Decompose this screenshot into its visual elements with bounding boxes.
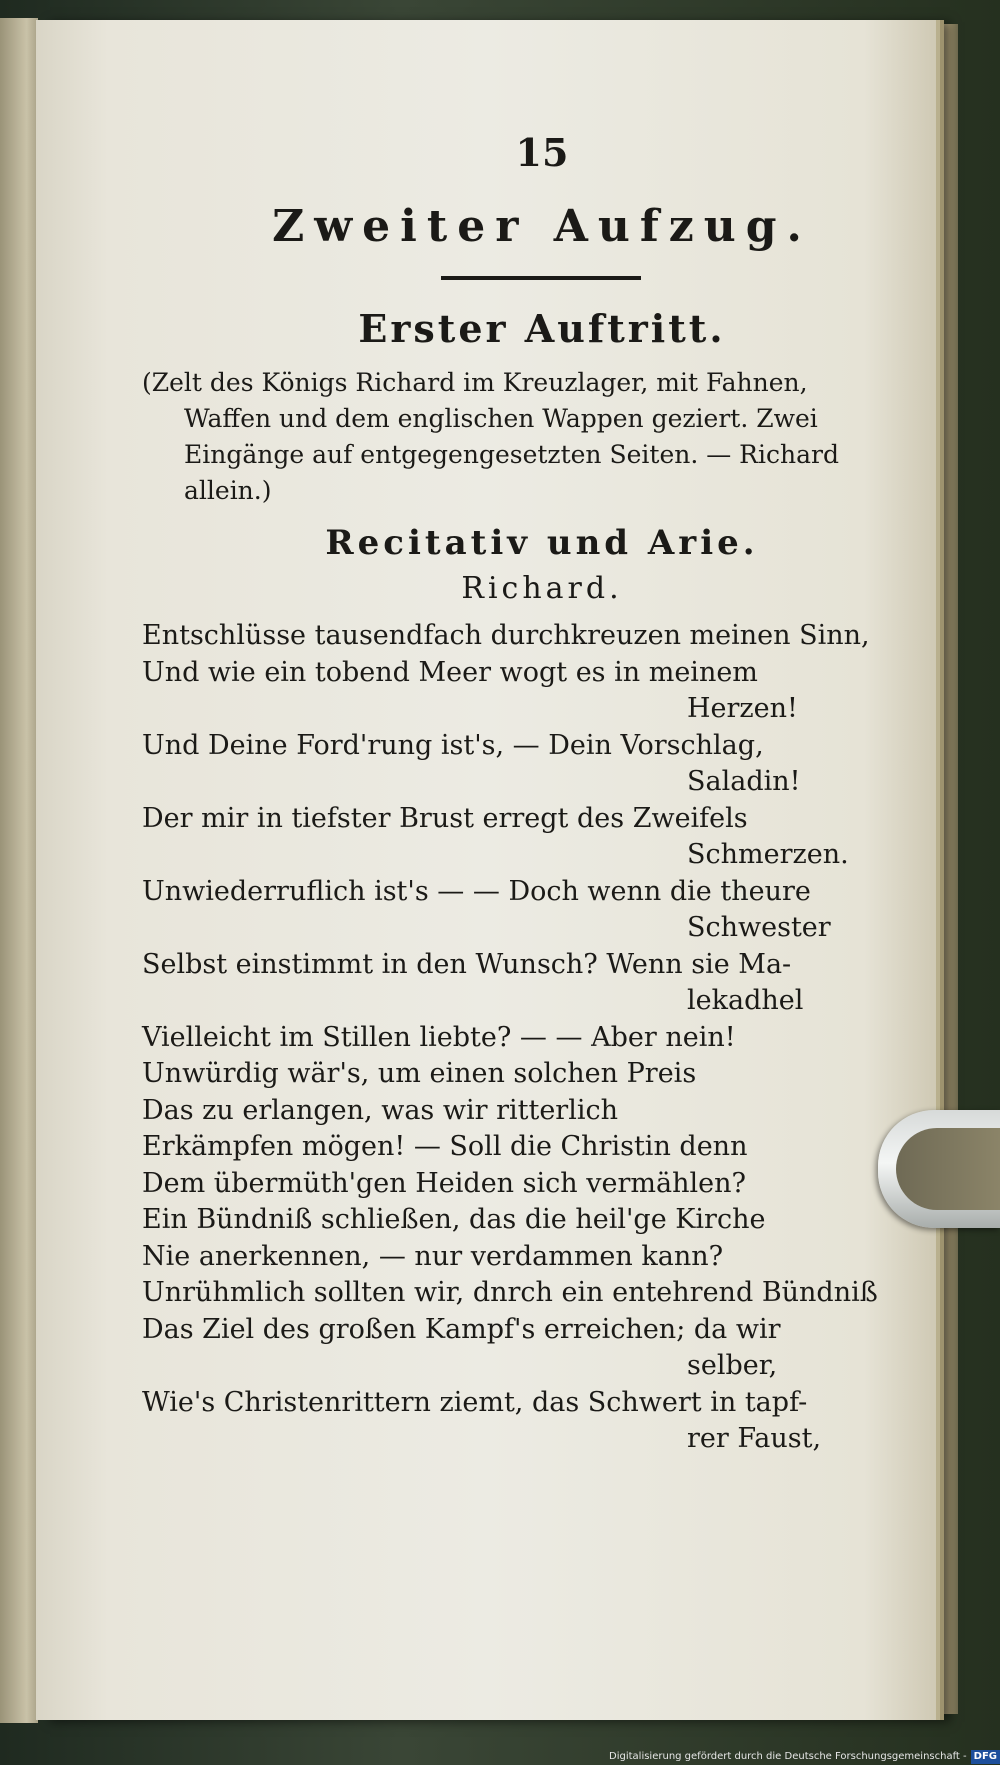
stage-direction-line: Eingänge auf entgegengesetzten Seiten. — Richard (184, 440, 839, 469)
stage-direction (142, 365, 912, 509)
dfg-logo: DFG (971, 1750, 1000, 1764)
verse-line: Selbst einstimmt in den Wunsch? Wenn sie Ma- (142, 948, 792, 980)
verse-line: Der mir in tiefster Brust erregt des Zweifels (142, 802, 748, 834)
page-text (142, 130, 912, 1458)
verse-line: Nie anerkennen, — nur verdammen kann? (142, 1240, 724, 1272)
verse-continuation: Schwester (687, 912, 831, 943)
page-clip (878, 1110, 1000, 1228)
book-page (36, 20, 936, 1720)
verse-line: Wie's Christenrittern ziemt, das Schwert in tapf- (142, 1386, 808, 1418)
verse-continuation: Saladin! (687, 766, 801, 797)
verse-line: Dem übermüth'gen Heiden sich vermählen? (142, 1167, 746, 1199)
verse-continuation: rer Faust, (687, 1423, 822, 1454)
stage-direction-line: Waffen und dem englischen Wappen geziert. Zwei (184, 404, 818, 433)
scene-title: Erster Auftritt. (358, 306, 726, 351)
verse-line: Das Ziel des großen Kampf's erreichen; da wir (142, 1313, 781, 1345)
footer-text: Digitalisierung gefördert durch die Deutsche Forschungsgemeinschaft - (609, 1751, 967, 1762)
verse-line: Erkämpfen mögen! — Soll die Christin denn (142, 1131, 748, 1162)
verse-line: Und Deine Ford'rung ist's, — Dein Vorschlag, (142, 729, 764, 761)
stage-direction-line: (Zelt des Königs Richard im Kreuzlager, mit Fahnen, (142, 368, 808, 397)
verse-line: Unrühmlich sollten wir, dnrch ein entehrend Bündniß (142, 1277, 878, 1308)
speaker-name: Richard. (461, 571, 623, 606)
act-title: Zweiter Aufzug. (272, 201, 812, 252)
verse-line: Das zu erlangen, was wir ritterlich (142, 1094, 618, 1126)
title-rule (441, 276, 641, 280)
verse-block (142, 618, 912, 1458)
verse-line: Unwiederruflich ist's — — Doch wenn die theure (142, 875, 811, 907)
book-page-stack (936, 24, 958, 1714)
page-clip-inner (896, 1128, 1000, 1210)
verse-line: Und wie ein tobend Meer wogt es in meinem (142, 656, 758, 688)
facing-page-edge (0, 18, 38, 1723)
verse-line: Entschlüsse tausendfach durchkreuzen meinen Sinn, (142, 620, 870, 651)
stage-direction-line: allein.) (184, 476, 272, 505)
verse-continuation: Herzen! (687, 693, 798, 724)
verse-continuation: Schmerzen. (687, 839, 849, 870)
page-number: 15 (515, 130, 569, 175)
verse-continuation: lekadhel (687, 985, 804, 1016)
verse-line: Unwürdig wär's, um einen solchen Preis (142, 1058, 697, 1089)
verse-line: Vielleicht im Stillen liebte? — — Aber nein! (142, 1021, 736, 1053)
section-title: Recitativ und Arie. (325, 523, 759, 563)
verse-line: Ein Bündniß schließen, das die heil'ge Kirche (142, 1204, 766, 1235)
digitization-footer (600, 1748, 1000, 1765)
verse-continuation: selber, (687, 1350, 778, 1381)
